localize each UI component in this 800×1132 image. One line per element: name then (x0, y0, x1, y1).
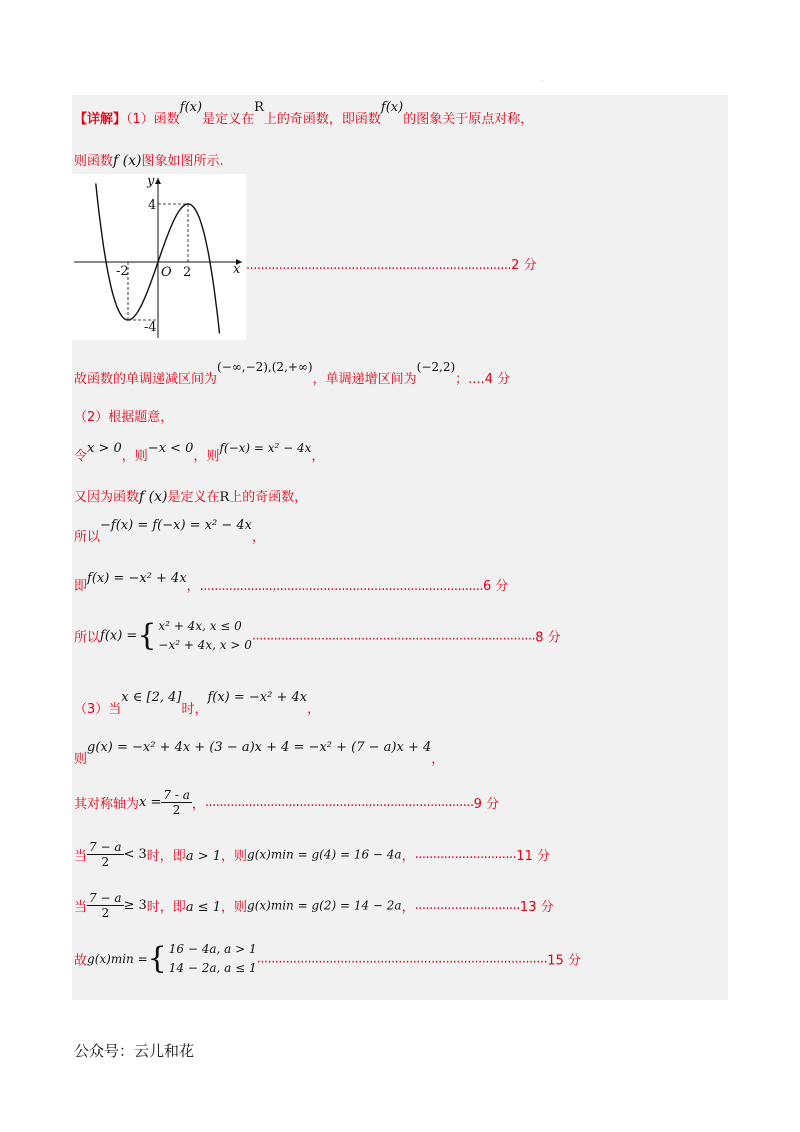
score: 2 分 (511, 258, 537, 273)
line-7 (74, 486, 307, 505)
line-14 (74, 840, 550, 869)
text: 即 (74, 579, 88, 594)
text: 时，即 (146, 900, 186, 915)
text: 故函数的单调递减区间为 (74, 372, 218, 387)
fraction (161, 788, 191, 817)
line-9 (74, 571, 509, 594)
piecewise-cases (169, 940, 257, 978)
text: 图象如图所示. (141, 154, 224, 169)
math: f(x) (380, 100, 404, 115)
math: f(x) = −x² + 4x (87, 571, 187, 586)
math: f (x) (139, 489, 168, 505)
fraction (87, 840, 123, 869)
math: a ≤ 1 (185, 900, 221, 915)
score: 11 分 (516, 849, 550, 864)
text: ，单调递增区间为 (312, 372, 417, 387)
line-13 (74, 788, 499, 817)
dots: ......................................................................... (246, 258, 512, 273)
math: g(x)min = g(4) = 16 − 4a (247, 847, 402, 862)
origin-label: O (161, 265, 172, 280)
dots: ................................................................................ (256, 951, 548, 967)
math: R (219, 490, 230, 505)
text: ，则 (221, 849, 248, 864)
text: ， (307, 702, 321, 717)
line-10 (74, 617, 561, 655)
score: 8 分 (535, 630, 561, 646)
score: ....4 分 (468, 372, 511, 387)
line-1 (74, 100, 534, 127)
text: ， (191, 797, 205, 812)
text: （3）当 (74, 702, 122, 717)
text: 上的奇函数， (229, 490, 308, 505)
math: g(x)min = g(2) = 14 − 2a (247, 898, 402, 913)
denominator: 2 (172, 803, 181, 817)
graph-svg (72, 174, 246, 340)
text: 所以 (74, 630, 101, 646)
text: 时，即 (146, 849, 186, 864)
text: 的图象关于原点对称， (403, 112, 534, 127)
case-2: −x² + 4x, x > 0 (158, 638, 252, 652)
numerator: 7 − a (89, 891, 122, 905)
text: ，则 (193, 449, 220, 464)
xtick-neg2: -2 (116, 264, 129, 279)
text: ， (311, 449, 325, 464)
math: f(x) = −x² + 4x (207, 690, 308, 705)
dots: ............................. (414, 898, 520, 913)
xtick-2: 2 (183, 265, 192, 280)
footer-text: 公众号：云儿和花 (74, 1042, 195, 1060)
text: 其对称轴为 (74, 797, 140, 812)
text: ， (252, 530, 266, 545)
text: 上的奇函数，即函数 (263, 112, 381, 127)
fraction (87, 891, 123, 920)
line-2 (74, 150, 224, 169)
text: ， (186, 579, 200, 594)
dots: ............................ (414, 847, 517, 862)
ytick-4: 4 (148, 198, 157, 213)
denominator: 2 (101, 855, 110, 869)
text: 则函数 (74, 154, 114, 169)
detail-tag: 【详解】 (74, 112, 127, 127)
line-16 (74, 940, 581, 978)
text: 是定义在 (202, 112, 255, 127)
text: ， (431, 752, 445, 767)
line-12 (74, 740, 445, 767)
denominator: 2 (101, 906, 110, 920)
math: x = (139, 795, 162, 810)
piecewise-cases (158, 617, 251, 655)
line-11 (74, 690, 321, 717)
score: 13 分 (519, 900, 554, 915)
math: −f(x) = f(−x) = x² − 4x (100, 518, 252, 533)
math: a > 1 (185, 849, 221, 864)
text: ，则 (121, 449, 148, 464)
y-label: y (147, 174, 155, 189)
ytick-neg4: -4 (144, 320, 157, 335)
text: 当 (74, 849, 88, 864)
corner-mark: . (541, 76, 543, 83)
math: x > 0 (87, 441, 122, 456)
score: 6 分 (483, 579, 509, 594)
math: R (254, 100, 264, 115)
text: 是定义在 (167, 490, 220, 505)
math: ≥ 3 (123, 898, 147, 913)
case-1: x² + 4x, x ≤ 0 (158, 619, 242, 633)
dots: .............................................................................. (199, 579, 483, 594)
case-2: 14 − 2a, a ≤ 1 (168, 961, 257, 975)
line-6 (74, 441, 325, 464)
line-5 (74, 406, 173, 425)
line-4 (74, 360, 511, 387)
line-15 (74, 891, 554, 920)
text: （1）函数 (126, 112, 180, 127)
text: ； (455, 372, 469, 387)
math: f(−x) = x² − 4x (219, 441, 312, 455)
score: 15 分 (547, 953, 581, 969)
math: −x < 0 (147, 441, 194, 456)
text: 当 (74, 900, 88, 915)
left-brace: { (137, 618, 157, 653)
left-brace: { (147, 941, 167, 976)
math: g(x)min = (87, 952, 148, 966)
text: ，则 (221, 900, 248, 915)
x-label: x (233, 262, 241, 277)
text: （2）根据题意， (74, 410, 174, 425)
math: f(x) (179, 100, 203, 115)
text: 故 (74, 953, 88, 969)
math: g(x) = −x² + 4x + (3 − a)x + 4 = −x² + (7 − a)x + 4 (87, 740, 432, 755)
math: f(x) = (100, 628, 138, 644)
line-8 (74, 518, 266, 545)
text: ， (401, 849, 415, 864)
math: < 3 (123, 847, 147, 862)
function-graph (72, 174, 246, 340)
dots: .............................................................................. (251, 628, 536, 644)
math: (−∞,−2),(2,+∞) (217, 360, 313, 374)
case-1: 16 − 4a, a > 1 (168, 942, 257, 956)
dots: .......................................................................... (204, 795, 474, 810)
numerator: 7 - a (163, 788, 190, 802)
text: 则 (74, 752, 88, 767)
text: 令 (74, 449, 88, 464)
text: 又因为函数 (74, 490, 140, 505)
score: 9 分 (473, 797, 500, 812)
text: 时， (181, 702, 208, 717)
numerator: 7 − a (89, 840, 122, 854)
text: 所以 (74, 530, 101, 545)
math: f (x) (113, 153, 142, 169)
text: ， (401, 900, 415, 915)
line-3-score (246, 254, 537, 273)
math: x ∈ [2, 4] (121, 690, 182, 705)
math: (−2,2) (416, 360, 456, 374)
